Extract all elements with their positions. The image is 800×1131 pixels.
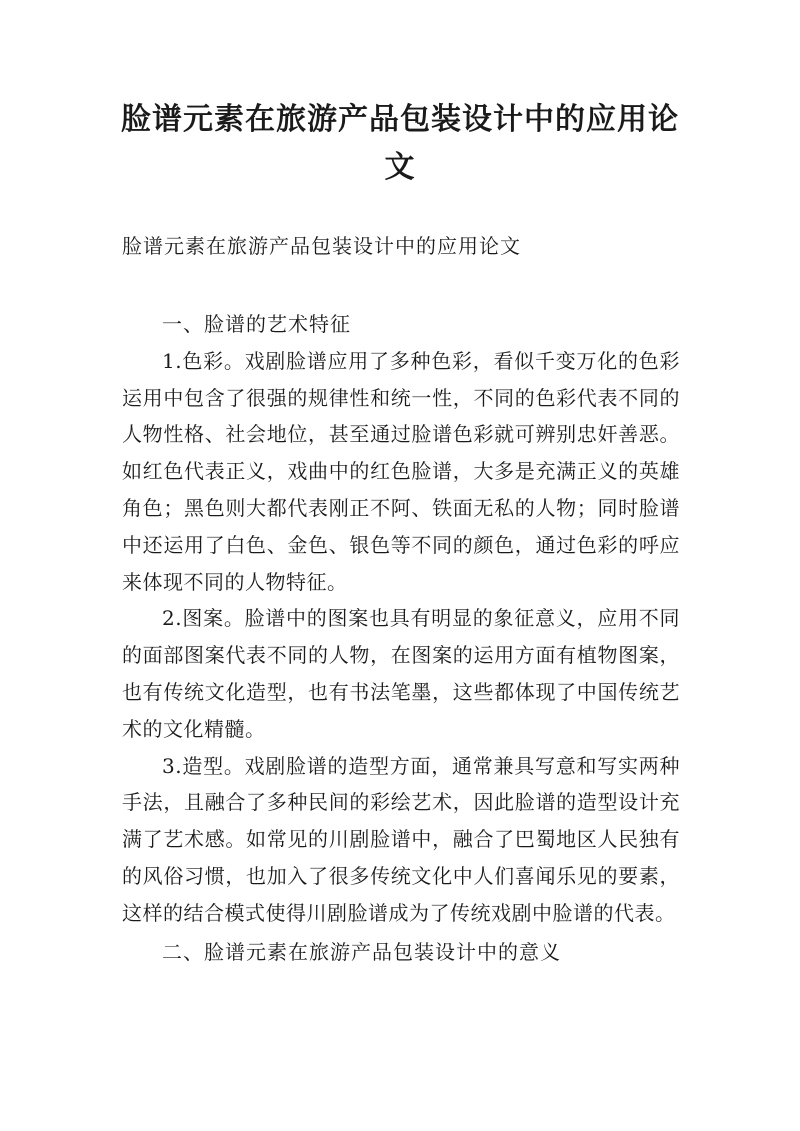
document-body xyxy=(122,306,680,970)
section-heading-2: 二、脸谱元素在旅游产品包装设计中的意义 xyxy=(162,939,561,964)
document-title: 脸谱元素在旅游产品包装设计中的应用论文 xyxy=(121,102,679,185)
document-subtitle: 脸谱元素在旅游产品包装设计中的应用论文 xyxy=(122,234,521,258)
paragraph-color: 1.色彩。戏剧脸谱应用了多种色彩，看似千变万化的色彩运用中包含了很强的规律性和统一性，不同的色彩代表不同的人物性格、社会地位，甚至通过脸谱色彩就可辨别忠奸善恶。如红色代表正义，戏曲中的红色脸谱，大多是充满正义的英雄角色；黑色则大都代表刚正不阿、铁面无私的人物；同时脸谱中还运用了白色、金色、银色等不同的颜色，通过色彩的呼应来体现不同的人物特征。 xyxy=(122,348,680,594)
paragraph-pattern: 2.图案。脸谱中的图案也具有明显的象征意义，应用不同的面部图案代表不同的人物，在图案的运用方面有植物图案，也有传统文化造型，也有书法笔墨，这些都体现了中国传统艺术的文化精髓。 xyxy=(122,606,680,741)
section-heading-1: 一、脸谱的艺术特征 xyxy=(162,312,351,336)
paragraph-shape: 3.造型。戏剧脸谱的造型方面，通常兼具写意和写实两种手法，且融合了多种民间的彩绘艺术，因此脸谱的造型设计充满了艺术感。如常见的川剧脸谱中，融合了巴蜀地区人民独有的风俗习惯，也加入了很多传统文化中人们喜闻乐见的要素，这样的结合模式使得川剧脸谱成为了传统戏剧中脸谱的代表。 xyxy=(122,753,680,925)
